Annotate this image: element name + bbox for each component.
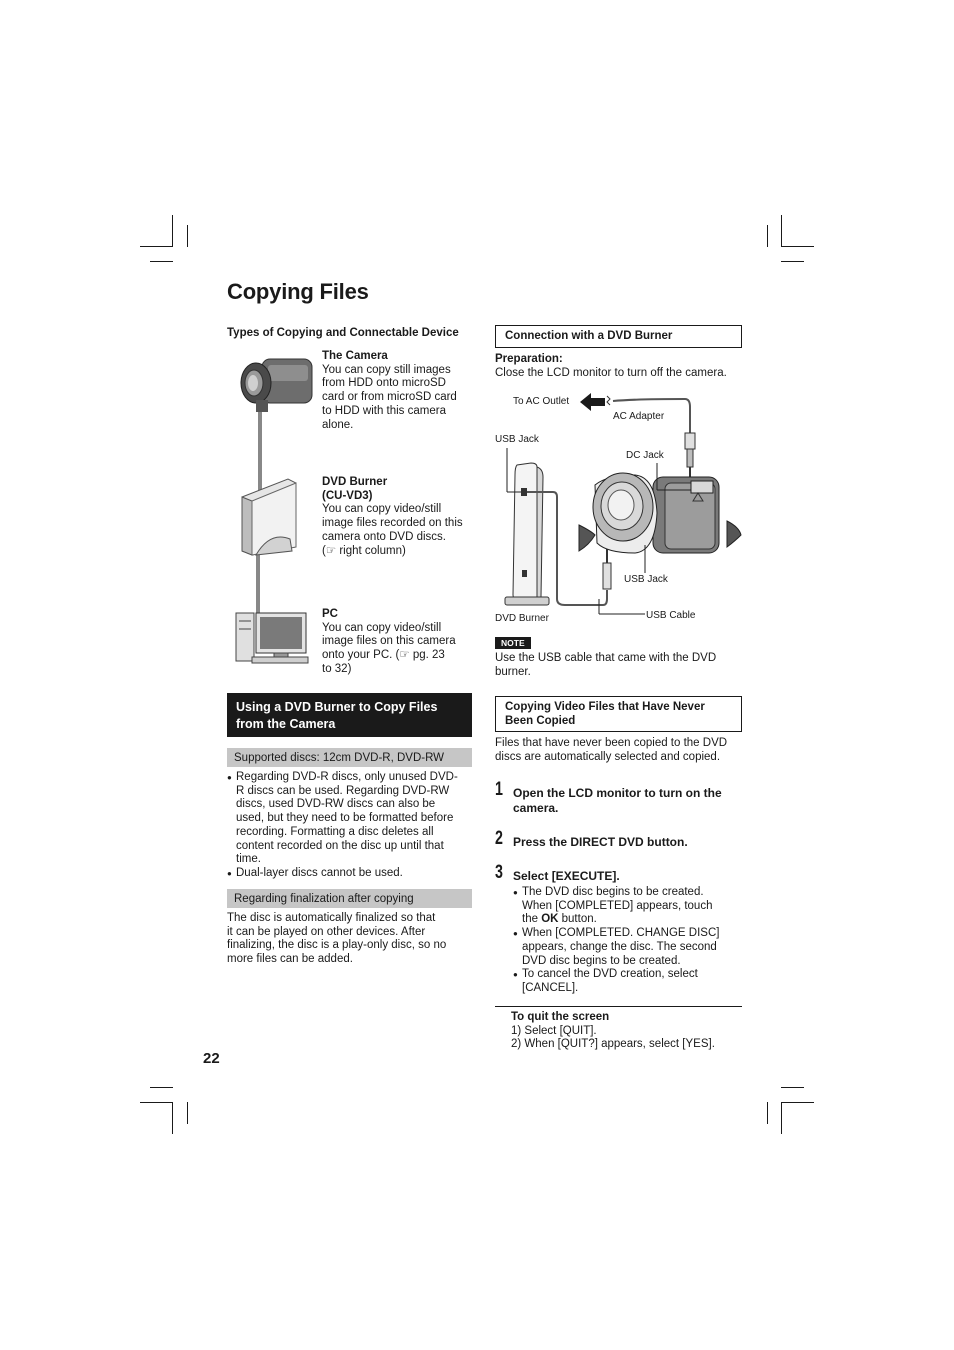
list-item-line: ● When [COMPLETED. CHANGE DISC] (522, 927, 720, 940)
inline-text: button. (558, 913, 597, 926)
device-camera-text: to HDD with this camera (322, 404, 446, 417)
crop-mark (140, 1102, 173, 1103)
label-dvd-burner: DVD Burner (495, 613, 549, 624)
list-item-line: DVD disc begins to be created. (522, 954, 681, 967)
list-item (513, 968, 745, 995)
crop-mark (172, 1102, 173, 1134)
pc-illustration (236, 613, 308, 663)
crop-mark (150, 261, 173, 262)
copying-heading-line: Been Copied (505, 714, 576, 727)
crop-mark (781, 1087, 804, 1088)
finalization-line: The disc is automatically finalized so that (227, 912, 436, 924)
quit-line: 2) When [QUIT?] appears, select [YES]. (511, 1038, 715, 1051)
page-title: Copying Files (227, 279, 369, 304)
quit-line: 1) Select [QUIT]. (511, 1024, 597, 1037)
crop-mark (140, 246, 173, 247)
device-pc-name: PC (322, 608, 338, 620)
page-number: 22 (203, 1050, 220, 1067)
list-item-line: used, but they need to be formatted before (236, 812, 454, 825)
step-1-text (513, 786, 745, 816)
crop-mark (781, 261, 804, 262)
supported-discs-bar: Supported discs: 12cm DVD-R, DVD-RW (227, 748, 472, 767)
device-camera-text: from HDD onto microSD (322, 377, 446, 390)
supported-discs-list (227, 771, 472, 881)
intro-line: discs are automatically selected and copied. (495, 750, 721, 763)
finalization-text (227, 912, 472, 967)
step-2-text (513, 835, 745, 850)
preparation (495, 353, 745, 380)
step-number: 1 (495, 779, 503, 800)
list-item-line: recording. Formatting a disc deletes all (236, 825, 434, 838)
camera-illustration (241, 359, 312, 412)
list-item-line: time. (236, 853, 261, 866)
finalization-line: it can be played on other devices. After (227, 925, 426, 938)
section-heading-line: Using a DVD Burner to Copy Files (236, 700, 438, 714)
note-line: burner. (495, 665, 531, 678)
list-item-line: appears, change the disc. The second (522, 940, 717, 953)
step-line: Open the LCD monitor to turn on the (513, 786, 722, 800)
finalization-bar: Regarding finalization after copying (227, 889, 472, 908)
copying-heading (495, 696, 742, 732)
list-item (227, 867, 472, 881)
crop-mark (187, 225, 188, 247)
finalization-line: finalizing, the disc is a play-only disc, so no (227, 939, 447, 952)
crop-mark (781, 1102, 814, 1103)
connection-heading: Connection with a DVD Burner (495, 325, 742, 348)
list-item-line: ● Regarding DVD-R discs, only unused DVD- (236, 771, 458, 783)
list-item-line: content recorded on the disc up until that (236, 839, 444, 852)
inline-text: the (522, 913, 542, 926)
list-item (513, 927, 745, 968)
step-3-text (513, 869, 745, 884)
types-heading: Types of Copying and Connectable Device (227, 327, 459, 339)
note-text (495, 652, 745, 679)
device-dvd-burner (322, 476, 472, 558)
device-pc-text: onto your PC. (☞ pg. 23 (322, 649, 445, 662)
preparation-label: Preparation: (495, 353, 563, 365)
device-dvd-burner-text: You can copy video/still (322, 503, 442, 516)
list-item-line: When [COMPLETED] appears, touch (522, 899, 713, 912)
device-dvd-burner-text: camera onto DVD discs. (322, 530, 446, 543)
device-camera-text: You can copy still images (322, 363, 451, 376)
divider (495, 1006, 742, 1007)
device-camera-text: alone. (322, 418, 354, 431)
label-usb-cable: USB Cable (646, 610, 696, 621)
device-dvd-burner-text: (☞ right column) (322, 544, 406, 557)
label-usb-jack-camera: USB Jack (624, 574, 668, 585)
arrow-left-icon (580, 393, 605, 411)
copying-heading-line: Copying Video Files that Have Never (505, 701, 705, 713)
step-number: 2 (495, 828, 503, 849)
crop-mark (781, 1102, 782, 1134)
step-number: 3 (495, 862, 503, 883)
step3-bullets (513, 886, 745, 996)
list-item-line: discs, used DVD-RW discs can also be (236, 798, 436, 811)
device-illustrations (230, 355, 322, 665)
ok-button-name: OK (541, 913, 559, 926)
dvd-burner-illustration (242, 479, 296, 555)
label-ac-adapter: AC Adapter (613, 411, 665, 422)
dvd-burner-section-heading (227, 693, 472, 737)
note-badge: NOTE (495, 637, 531, 649)
step-line: camera. (513, 801, 559, 815)
preparation-text: Close the LCD monitor to turn off the camera. (495, 366, 727, 379)
list-item-line: ● To cancel the DVD creation, select (522, 968, 698, 981)
quit-heading: To quit the screen (511, 1011, 610, 1023)
section-heading-line: from the Camera (236, 716, 336, 731)
crop-mark (781, 246, 814, 247)
label-to-ac-outlet: To AC Outlet (513, 396, 570, 407)
finalization-line: more files can be added. (227, 953, 353, 966)
device-pc-text: image files on this camera (322, 635, 456, 648)
list-item (513, 886, 745, 927)
device-camera-name: The Camera (322, 350, 388, 362)
device-pc (322, 608, 472, 677)
crop-mark (767, 1102, 768, 1124)
device-camera-text: card or from microSD card (322, 391, 457, 404)
device-pc-text: to 32) (322, 662, 352, 675)
device-dvd-burner-model: (CU-VD3) (322, 489, 373, 502)
list-item-line: R discs can be used. Regarding DVD-RW (236, 784, 450, 797)
crop-mark (781, 215, 782, 247)
quit-screen (511, 1011, 743, 1052)
step-line: Press the DIRECT DVD button. (513, 835, 688, 849)
list-item-line: [CANCEL]. (522, 981, 579, 994)
label-usb-jack-burner: USB Jack (495, 434, 539, 445)
crop-mark (187, 1102, 188, 1124)
device-dvd-burner-name: DVD Burner (322, 476, 388, 488)
note-line: Use the USB cable that came with the DVD (495, 652, 717, 664)
label-dc-jack: DC Jack (626, 450, 664, 461)
step-line: Select [EXECUTE]. (513, 869, 620, 883)
list-item-line (522, 913, 745, 927)
crop-mark (172, 215, 173, 247)
device-pc-text: You can copy video/still (322, 621, 442, 634)
list-item (227, 771, 472, 867)
crop-mark (150, 1087, 173, 1088)
device-dvd-burner-text: image files recorded on this (322, 517, 463, 530)
device-camera (322, 350, 472, 432)
list-item-line: ● The DVD disc begins to be created. (522, 886, 704, 898)
crop-mark (767, 225, 768, 247)
copying-intro (495, 737, 745, 764)
list-item-line: ● Dual-layer discs cannot be used. (236, 866, 403, 879)
intro-line: Files that have never been copied to the DVD (495, 737, 728, 749)
